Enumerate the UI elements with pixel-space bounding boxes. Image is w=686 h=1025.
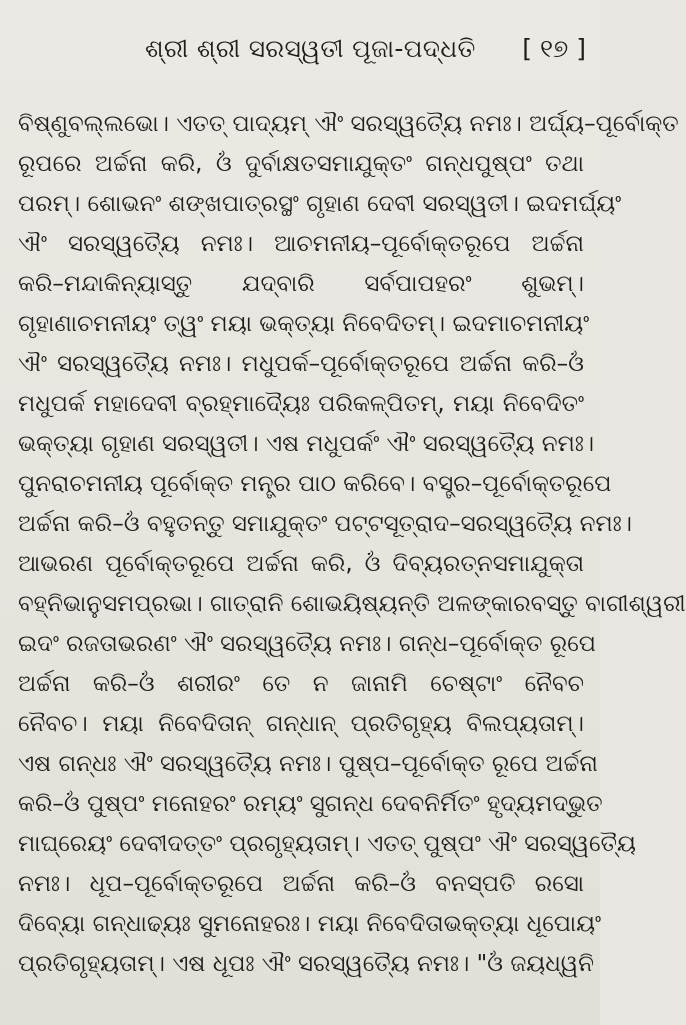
text-line-20: ନମଃ। ଧୂପ–ପୂର୍ବୋକ୍ତରୂପେ ଅର୍ଚ୍ଚନା କରି–ଓଁ ବନସ୍ପତି ରସୋ	[18, 871, 584, 897]
text-line-15: ଅର୍ଚ୍ଚନା କରି–ଓଁ ଶରୀରଂ ତେ ନ ଜାନାମି ଚେଷ୍ଟାଂ ନୈବଚ	[18, 671, 584, 697]
text-line-16: ନୈବଚ। ମୟା ନିବେଦିତାନ୍ ଗନ୍ଧାନ୍ ପ୍ରତିଗୃହ୍ୟ ବିଲପ୍ୟତାମ୍।	[18, 711, 584, 737]
text-line-6: ଗୃହାଣାଚମନୀୟଂ ତ୍ୱଂ ମୟା ଭକ୍ତ୍ୟା ନିବେଦିତମ୍। ଇଦମାଚମନୀୟଂ	[18, 311, 590, 337]
text-line-21: ଦିବ୍ୟୋ ଗନ୍ଧାଢ୍ୟଃ ସୁମନୋହରଃ। ମୟା ନିବେଦିତାଭକ୍ତ୍ୟା ଧୂପୋୟଂ	[18, 911, 602, 937]
text-line-11: ଅର୍ଚ୍ଚନା କରି–ଓଁ ବହୁତନ୍ତୁ ସମାଯୁକ୍ତଂ ପଟ୍ଟସୂତ୍ରାଦ–ସରସ୍ୱତ୍ୟୈ ନମଃ।	[18, 511, 632, 537]
text-line-3: ପରମ୍। ଶୋଭନଂ ଶଙ୍ଖପାତ୍ରସ୍ଥଂ ଗୃହାଣ ଦେବୀ ସରସ୍ୱତୀ। ଇଦମର୍ଘ୍ୟଂ	[18, 191, 622, 217]
text-line-4: ଐଂ ସରସ୍ୱତ୍ୟୈ ନମଃ। ଆଚମନୀୟ–ପୂର୍ବୋକ୍ତରୂପେ ଅର୍ଚ୍ଚନା	[18, 231, 584, 257]
text-line-22: ପ୍ରତିଗୃହ୍ୟତାମ୍। ଏଷ ଧୂପଃ ଐଂ ସରସ୍ୱତ୍ୟୈ ନମଃ। "ଓଁ ଜୟଧ୍ୱନି	[18, 951, 594, 977]
text-line-1: ବିଷ୍ଣୁବଲ୍ଲଭୋ। ଏତତ୍ ପାଦ୍ୟମ୍ ଐଂ ସରସ୍ୱତ୍ୟୈ ନମଃ। ଅର୍ଘ୍ୟ–ପୂର୍ବୋକ୍ତ	[18, 111, 679, 137]
text-line-12: ଆଭରଣ ପୂର୍ବୋକ୍ତରୂପେ ଅର୍ଚ୍ଚନା କରି, ଓଁ ଦିବ୍ୟରତ୍ନସମାଯୁକ୍ତା	[18, 551, 584, 577]
text-line-2: ରୂପରେ ଅର୍ଚ୍ଚନା କରି, ଓଁ ଦୁର୍ବାକ୍ଷତସମାଯୁକ୍ତଂ ଗନ୍ଧପୁଷ୍ପଂ ତଥା	[18, 151, 584, 177]
text-line-18: କରି–ଓଁ ପୁଷ୍ପଂ ମନୋହରଂ ରମ୍ୟଂ ସୁଗନ୍ଧ ଦେବନିର୍ମିତଂ ହୃଦ୍ୟମଦ୍ଭୁତ	[18, 791, 603, 817]
page-title: ଶ୍ରୀ ଶ୍ରୀ ସରସ୍ୱତୀ ପୂଜା-ପଦ୍ଧତି	[145, 34, 476, 63]
text-line-17: ଏଷ ଗନ୍ଧଃ ଐଂ ସରସ୍ୱତ୍ୟୈ ନମଃ। ପୁଷ୍ପ–ପୂର୍ବୋକ୍ତ ରୂପେ ଅର୍ଚ୍ଚନା	[18, 751, 598, 777]
text-line-14: ଇଦଂ ରଜତାଭରଣଂ ଐଂ ସରସ୍ୱତ୍ୟୈ ନମଃ। ଗନ୍ଧ–ପୂର୍ବୋକ୍ତ ରୂପେ	[18, 631, 596, 657]
running-header	[0, 30, 600, 70]
text-line-10: ପୁନରାଚମନୀୟ ପୂର୍ବୋକ୍ତ ମନ୍ତ୍ର ପାଠ କରିବେ। ବସ୍ତ୍ର–ପୂର୍ବୋକ୍ତରୂପେ	[18, 471, 612, 497]
text-line-8: ମଧୁପର୍କ ମହାଦେବୀ ବ୍ରହ୍ମାଦ୍ୟୈଃ ପରିକଳ୍ପିତମ୍, ମୟା ନିବେଦିତଂ	[18, 391, 584, 417]
text-line-19: ମାଘ୍ରେୟଂ ଦେବୀଦତ୍ତଂ ପ୍ରଗୃହ୍ୟତାମ୍। ଏତତ୍ ପୁଷ୍ପଂ ଐଂ ସରସ୍ୱତ୍ୟୈ	[18, 831, 636, 857]
page-number: [ ୧୭ ]	[522, 34, 586, 63]
text-line-13: ବହ୍ନିଭାନୁସମପ୍ରଭା। ଗାତ୍ରାନି ଶୋଭୟିଷ୍ୟନ୍ତି ଅଳଙ୍କାରବସ୍ତୁ ବାଗୀଶ୍ୱରୀ	[18, 591, 686, 617]
text-line-5: କରି–ମନ୍ଦାକିନ୍ୟାସ୍ତୁ ଯଦ୍‌ବାରି ସର୍ବପାପହରଂ ଶୁଭମ୍।	[18, 271, 584, 297]
text-line-9: ଭକ୍ତ୍ୟା ଗୃହାଣ ସରସ୍ୱତୀ। ଏଷ ମଧୁପର୍କଂ ଐଂ ସରସ୍ୱତ୍ୟୈ ନମଃ।	[18, 431, 595, 457]
text-line-7: ଐଂ ସରସ୍ୱତ୍ୟୈ ନମଃ। ମଧୁପର୍କ–ପୂର୍ବୋକ୍ତରୂପେ ଅର୍ଚ୍ଚନା କରି–ଓଁ	[18, 351, 584, 377]
